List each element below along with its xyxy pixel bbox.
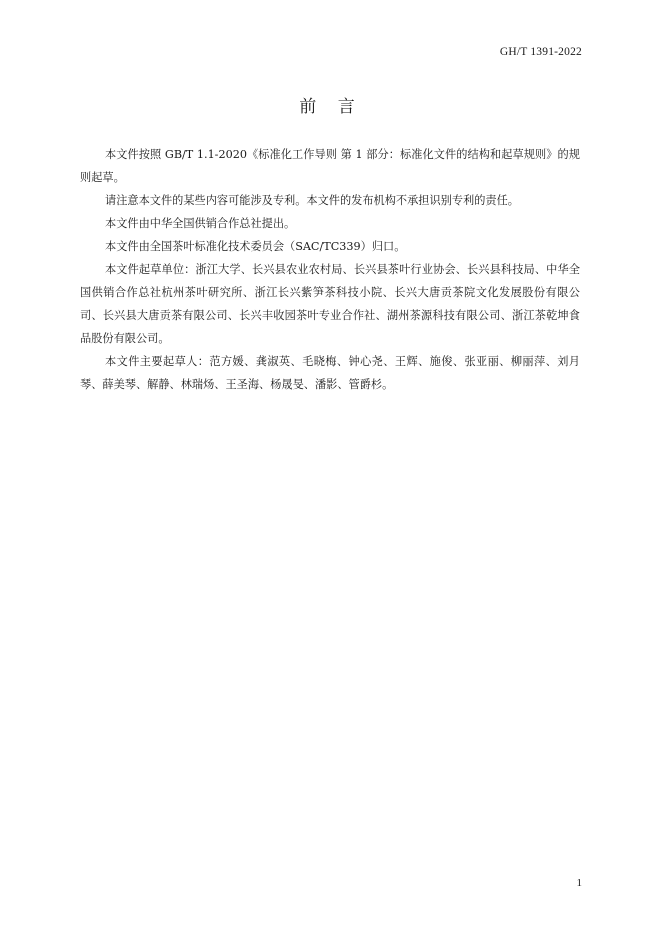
document-code: GH/T 1391-2022 <box>499 46 582 58</box>
foreword-body <box>80 143 580 396</box>
paragraph-proposer: 本文件由中华全国供销合作总社提出。 <box>105 217 296 230</box>
paragraph-drafters: 本文件主要起草人：范方媛、龚淑英、毛晓梅、钟心尧、王辉、施俊、张亚丽、柳丽萍、刘月琴、薛美琴、解静、林瑞炀、王圣海、杨晟旻、潘影、管爵杉。 <box>80 355 580 391</box>
paragraph-administrator: 本文件由全国茶叶标准化技术委员会（SAC/TC339）归口。 <box>105 240 406 253</box>
page-number: 1 <box>576 877 582 889</box>
paragraph-drafting-organizations: 本文件起草单位：浙江大学、长兴县农业农村局、长兴县茶叶行业协会、长兴县科技局、中华全国供销合作总社杭州茶叶研究所、浙江长兴紫笋茶科技小院、长兴大唐贡茶院文化发展股份有限公司、长兴县大唐贡茶有限公司、长兴丰收园茶叶专业合作社、湖州茶源科技有限公司、浙江茶乾坤食品股份有限公司。 <box>80 263 580 345</box>
paragraph-drafting-rules: 本文件按照 GB/T 1.1-2020《标准化工作导则 第 1 部分：标准化文件的结构和起草规则》的规则起草。 <box>80 148 580 184</box>
page-title: 前 言 <box>299 97 363 117</box>
paragraph-patent-notice: 请注意本文件的某些内容可能涉及专利。本文件的发布机构不承担识别专利的责任。 <box>105 194 519 207</box>
